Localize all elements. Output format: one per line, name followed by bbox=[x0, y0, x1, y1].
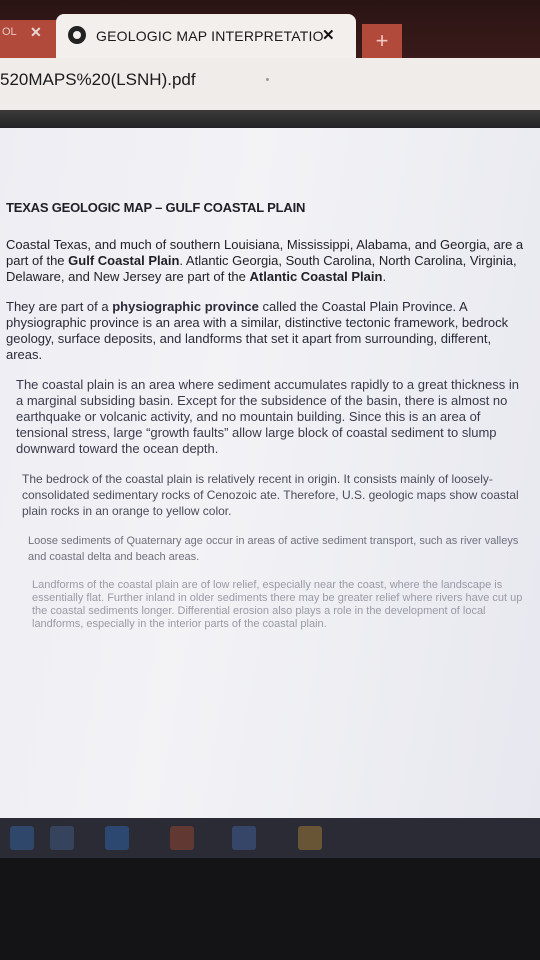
p1-emphasis-gulf: Gulf Coastal Plain bbox=[68, 253, 180, 268]
p2-emphasis-province: physiographic province bbox=[112, 299, 259, 314]
paragraph-1 bbox=[6, 237, 526, 285]
tab-active[interactable] bbox=[56, 14, 356, 58]
paragraph-3: The coastal plain is an area where sediment accumulates rapidly to a great thickness in a marginal subsiding basin. Except for the subsidence of the basin, there is almost no earthquake or volcanic activity, and no mountain building. Since this is an area of tensional stress, large “growth faults” allow large block of coastal sediment to slump downward toward the ocean depth. bbox=[16, 377, 519, 456]
p2-text-c: called the Coastal Plain Province. A physiographic province is an area with a similar, distinctive tectonic framework, bedrock geology, surface deposits, and landforms that set it apart from surrounding, different, areas. bbox=[6, 299, 509, 362]
p1-text-a: Coastal Texas, and much of southern Louisiana, Mississippi, Alabama, and Georgia, are a part of the bbox=[6, 237, 524, 268]
desk-background bbox=[0, 858, 540, 960]
paragraph-5: Loose sediments of Quaternary age occur in areas of active sediment transport, such as river valleys and coastal delta and beach areas. bbox=[28, 535, 519, 563]
p2-text-a: They are part of a bbox=[6, 299, 113, 314]
p1-text-e: . bbox=[382, 269, 387, 284]
word-icon[interactable] bbox=[232, 826, 256, 850]
tab-favicon-icon bbox=[68, 26, 86, 44]
p1-emphasis-atlantic: Atlantic Coastal Plain bbox=[249, 269, 383, 284]
pdf-page bbox=[0, 128, 540, 818]
paragraph-6: Landforms of the coastal plain are of low relief, especially near the coast, where the landscape is essentially flat. Further inland in older sediments there may be greater relief where rivers have cut up the coastal sediments longer. Differential erosion also plays a role in the development of local landforms, especially in the interior parts of the coastal plain. bbox=[32, 579, 523, 630]
new-tab-button[interactable]: + bbox=[362, 24, 402, 58]
taskbar bbox=[0, 818, 540, 858]
tab-title: GEOLOGIC MAP INTERPRETATIO bbox=[96, 28, 324, 44]
powerpoint-icon[interactable] bbox=[170, 826, 194, 850]
windows-icon[interactable] bbox=[10, 826, 34, 850]
address-bar-dot bbox=[266, 78, 269, 81]
tab-previous[interactable] bbox=[0, 20, 60, 58]
paragraph-4: The bedrock of the coastal plain is relatively recent in origin. It consists mainly of loosely-consolidated sedimentary rocks of Cenozoic ate. Therefore, U.S. geologic maps show coastal plain rocks in an orange to yellow color. bbox=[22, 472, 519, 518]
document-content bbox=[6, 200, 526, 645]
outlook-icon[interactable] bbox=[105, 826, 129, 850]
browser-tab-strip bbox=[0, 0, 540, 58]
p1-text-c: . Atlantic Georgia, South Carolina, North Carolina, Virginia, Delaware, and New Jersey are part of the bbox=[6, 253, 517, 284]
url-text[interactable]: 520MAPS%20(LSNH).pdf bbox=[0, 70, 196, 89]
folder-icon[interactable] bbox=[50, 826, 74, 850]
tab-previous-label: OL bbox=[2, 26, 17, 38]
tab-close-icon[interactable]: ✕ bbox=[322, 27, 335, 44]
address-bar[interactable] bbox=[0, 58, 540, 110]
document-heading: TEXAS GEOLOGIC MAP – GULF COASTAL PLAIN bbox=[6, 200, 306, 215]
tab-previous-close-icon[interactable]: ✕ bbox=[30, 24, 42, 40]
paragraph-2 bbox=[6, 299, 526, 363]
chrome-icon[interactable] bbox=[298, 826, 322, 850]
